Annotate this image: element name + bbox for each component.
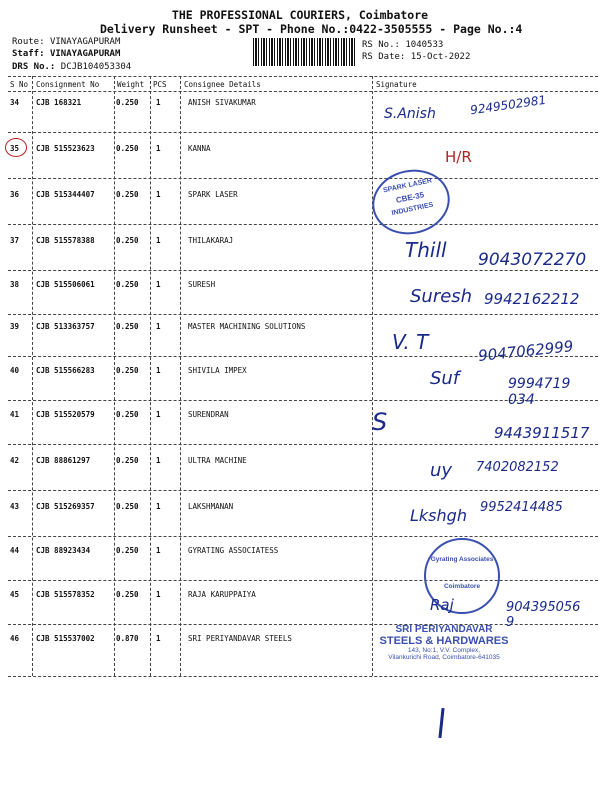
row-sno: 46: [10, 634, 20, 643]
row-consignee: SRI PERIYANDAVAR STEELS: [188, 634, 292, 643]
rs-no-line: [362, 40, 443, 50]
row-divider: [8, 444, 598, 445]
row-consignment: CJB 515566283: [36, 366, 95, 375]
row-divider: [8, 536, 598, 537]
stamp-periyandavar-line3: 143, No:1, V.V. Complex,: [407, 647, 481, 654]
signature-number-37: 9043072270: [478, 250, 587, 270]
circled-mark: [5, 138, 27, 157]
signature-number-39: 9047062999: [477, 337, 575, 365]
signature-number-34: 9249502981: [469, 92, 547, 118]
row-sno: 44: [10, 546, 20, 555]
stamp-spark-line1: SPARK LASER: [382, 177, 433, 195]
row-consignment: CJB 515578388: [36, 236, 95, 245]
row-sno: 45: [10, 590, 20, 599]
row-pcs: 1: [156, 590, 161, 599]
row-divider: [8, 314, 598, 315]
row-pcs: 1: [156, 322, 161, 331]
row-divider: [8, 224, 598, 225]
table-top-border: [8, 76, 598, 77]
row-consignee: ULTRA MACHINE: [188, 456, 247, 465]
row-divider: [8, 490, 598, 491]
row-sno: 41: [10, 410, 20, 419]
row-consignment: CJB 515578352: [36, 590, 95, 599]
staff-label: Staff:: [12, 49, 45, 59]
column-divider: [114, 76, 115, 676]
hr-note: H/R: [445, 148, 472, 166]
drs-line: [12, 62, 131, 72]
row-consignment: CJB 513363757: [36, 322, 95, 331]
col-header-consignment: Consignment No: [36, 80, 100, 89]
row-sno: 36: [10, 190, 20, 199]
signature-45: Raj: [430, 596, 454, 614]
stamp-spark-code: CBE-35: [395, 190, 425, 205]
column-divider: [372, 76, 373, 676]
signature-number-38: 9942162212: [484, 290, 580, 308]
stamp-gyrating-line2: Coimbatore: [443, 583, 481, 590]
row-pcs: 1: [156, 98, 161, 107]
route-label: Route:: [12, 37, 45, 47]
signature-40: Suf: [430, 368, 460, 389]
row-consignee: THILAKARAJ: [188, 236, 234, 245]
rs-no-value: 1040533: [405, 40, 444, 50]
row-sno: 42: [10, 456, 20, 465]
row-weight: 0.250: [116, 502, 139, 511]
row-pcs: 1: [156, 236, 161, 245]
row-consignee: SURESH: [188, 280, 216, 289]
stamp-spark-laser: [366, 163, 456, 242]
row-weight: 0.250: [116, 456, 139, 465]
row-consignment: CJB 168321: [36, 98, 82, 107]
drs-label: DRS No.:: [12, 62, 56, 72]
row-sno: 40: [10, 366, 20, 375]
page-title: THE PROFESSIONAL COURIERS, Coimbatore: [171, 8, 429, 22]
staff-value: VINAYAGAPURAM: [49, 49, 121, 59]
row-consignment: CJB 515523623: [36, 144, 95, 153]
signature-34: S.Anish: [384, 106, 436, 122]
row-sno: 34: [10, 98, 20, 107]
row-consignee: MASTER MACHINING SOLUTIONS: [188, 322, 306, 331]
column-divider: [180, 76, 181, 676]
stamp-gyrating-line1: Gyrating Associates: [430, 556, 494, 563]
runsheet-subtitle: Delivery Runsheet - SPT - Phone No.:0422-3505555 - Page No.:4: [100, 22, 523, 36]
row-pcs: 1: [156, 144, 161, 153]
signature-41: S: [372, 408, 388, 436]
row-weight: 0.250: [116, 546, 139, 555]
stamp-periyandavar-line1: SRI PERIYANDAVAR: [395, 624, 493, 635]
stamp-periyandavar-line4: Vilankurichi Road, Coimbatore-641035: [388, 654, 500, 661]
col-header-signature: Signature: [376, 80, 417, 89]
row-weight: 0.250: [116, 190, 139, 199]
col-header-consignee: Consignee Details: [184, 80, 261, 89]
drs-value: DCJB104053304: [60, 62, 132, 72]
row-weight: 0.870: [116, 634, 139, 643]
row-pcs: 1: [156, 410, 161, 419]
row-consignee: SPARK LASER: [188, 190, 238, 199]
route-line: [12, 37, 120, 47]
signature-number-40: 9994719034: [508, 376, 571, 408]
col-header-pcs: PCS: [153, 80, 167, 89]
row-pcs: 1: [156, 546, 161, 555]
rs-date-line: [362, 52, 470, 62]
row-consignee: LAKSHMANAN: [188, 502, 234, 511]
col-header-sno: S No: [10, 80, 29, 89]
row-divider: [8, 178, 598, 179]
row-divider: [8, 132, 598, 133]
row-consignee: ANISH SIVAKUMAR: [188, 98, 256, 107]
row-sno: 35: [10, 144, 20, 153]
row-consignee: KANNA: [188, 144, 211, 153]
row-weight: 0.250: [116, 236, 139, 245]
route-value: VINAYAGAPURAM: [49, 37, 121, 47]
row-weight: 0.250: [116, 144, 139, 153]
row-sno: 38: [10, 280, 20, 289]
table-header-border: [8, 91, 598, 92]
signature-43: Lkshgh: [410, 506, 467, 525]
row-weight: 0.250: [116, 366, 139, 375]
row-consignment: CJB 88861297: [36, 456, 91, 465]
stamp-sri-periyandavar: [368, 624, 520, 661]
col-header-weight: Weight: [117, 80, 145, 89]
row-consignment: CJB 88923434: [36, 546, 91, 555]
rs-date-label: RS Date:: [362, 52, 406, 62]
signature-number-42: 7402082152: [476, 460, 559, 475]
table-bottom-border: [8, 676, 598, 677]
row-weight: 0.250: [116, 98, 139, 107]
row-divider: [8, 270, 598, 271]
row-pcs: 1: [156, 634, 161, 643]
row-weight: 0.250: [116, 322, 139, 331]
row-consignment: CJB 515537002: [36, 634, 95, 643]
row-weight: 0.250: [116, 280, 139, 289]
signature-number-41: 9443911517: [494, 424, 590, 442]
row-weight: 0.250: [116, 410, 139, 419]
stamp-spark-line2: INDUSTRIES: [391, 201, 435, 218]
row-divider: [8, 580, 598, 581]
row-pcs: 1: [156, 502, 161, 511]
row-sno: 39: [10, 322, 20, 331]
barcode: [253, 38, 357, 66]
row-consignee: SURENDRAN: [188, 410, 229, 419]
row-consignee: RAJA KARUPPAIYA: [188, 590, 256, 599]
row-consignment: CJB 515344407: [36, 190, 95, 199]
row-consignment: CJB 515506061: [36, 280, 95, 289]
row-pcs: 1: [156, 366, 161, 375]
row-weight: 0.250: [116, 590, 139, 599]
row-pcs: 1: [156, 280, 161, 289]
column-divider: [32, 76, 33, 676]
staff-line: [12, 49, 120, 59]
signature-number-43: 9952414485: [480, 500, 563, 515]
row-consignment: CJB 515269357: [36, 502, 95, 511]
signature-39: V. T: [392, 330, 429, 354]
rs-date-value: 15-Oct-2022: [410, 52, 471, 62]
row-pcs: 1: [156, 456, 161, 465]
row-sno: 43: [10, 502, 20, 511]
stamp-periyandavar-line2: STEELS & HARDWARES: [379, 635, 509, 647]
row-consignee: GYRATING ASSOCIATESS: [188, 546, 279, 555]
row-consignee: SHIVILA IMPEX: [188, 366, 247, 375]
signature-38: Suresh: [410, 286, 473, 307]
pen-mark: [438, 708, 444, 738]
signature-37: Thill: [405, 238, 447, 262]
row-sno: 37: [10, 236, 20, 245]
signature-number-45: 9043950569: [506, 600, 581, 630]
signature-42: uy: [430, 460, 453, 481]
rs-no-label: RS No.:: [362, 40, 400, 50]
column-divider: [150, 76, 151, 676]
row-consignment: CJB 515520579: [36, 410, 95, 419]
row-pcs: 1: [156, 190, 161, 199]
